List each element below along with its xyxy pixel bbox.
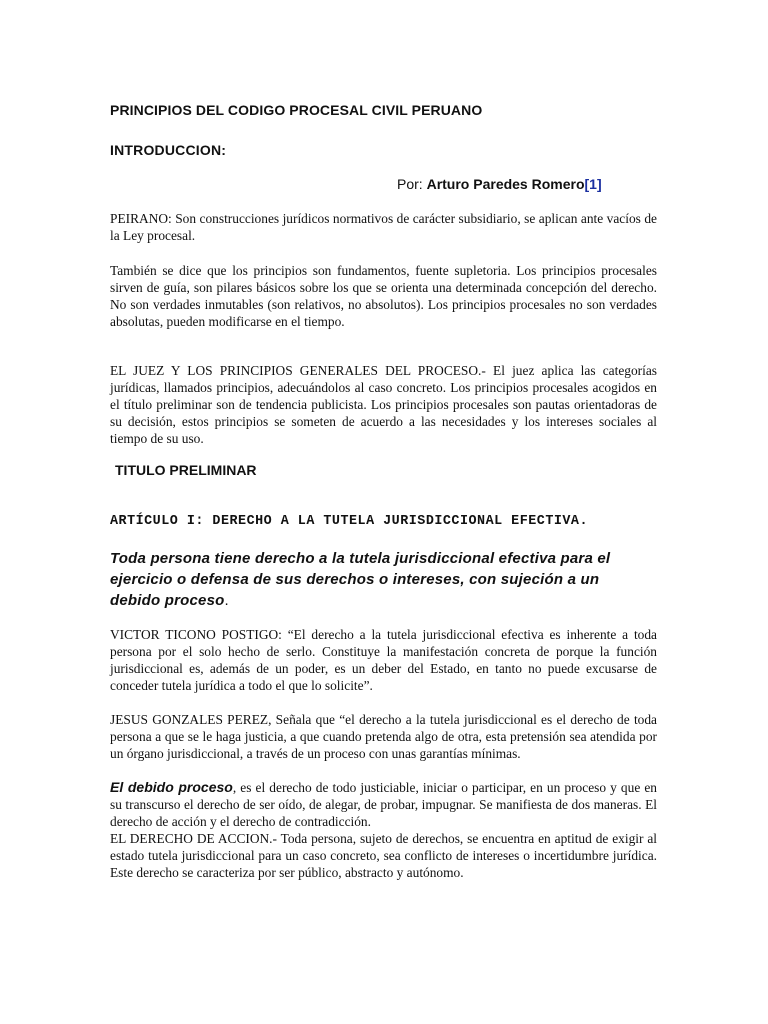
articulo-i-heading: ARTÍCULO I: DERECHO A LA TUTELA JURISDICCIONAL EFECTIVA. bbox=[110, 514, 588, 529]
debido-proceso-lead: El debido proceso bbox=[110, 779, 233, 795]
articulo-i-period: . bbox=[224, 592, 229, 609]
articulo-i-text bbox=[110, 548, 650, 611]
paragraph-debido-proceso bbox=[110, 779, 657, 830]
author-line bbox=[397, 176, 602, 192]
paragraph-gonzales: JESUS GONZALES PEREZ, Señala que “el derecho a la tutela jurisdiccional es el derecho de toda persona a que se le haga justicia, a que cuando pretenda algo de otra, esta pretensión sea atendida por un órgano jurisdiccional, a través de un proceso con unas garantías mínimas. bbox=[110, 712, 657, 761]
intro-heading: INTRODUCCION: bbox=[110, 142, 227, 158]
paragraph-tambien: También se dice que los principios son fundamentos, fuente supletoria. Los principios procesales sirven de guía, son pilares básicos sobre los que se orienta una determinada concepción del derecho. No son verdades inmutables (son relativos, no absolutos). Los principios procesales no son verdades absolutas, pueden modificarse en el tiempo. bbox=[110, 263, 657, 329]
author-name: Arturo Paredes Romero bbox=[426, 176, 585, 192]
footnote-link[interactable]: [1] bbox=[584, 176, 602, 192]
paragraph-peirano: PEIRANO: Son construcciones jurídicos normativos de carácter subsidiario, se aplican ante vacíos de la Ley procesal. bbox=[110, 211, 657, 243]
titulo-preliminar-heading: TITULO PRELIMINAR bbox=[115, 462, 257, 478]
debido-proceso-rest: , es el derecho de todo justiciable, iniciar o participar, en un proceso y que en su transcurso el derecho de ser oído, de alegar, de probar, impugnar. Se manifiesta de dos maneras. El derecho de acción y el derecho de contradicción. bbox=[110, 780, 657, 829]
author-prefix: Por: bbox=[397, 176, 427, 192]
document-title: PRINCIPIOS DEL CODIGO PROCESAL CIVIL PERUANO bbox=[110, 102, 483, 118]
paragraph-ticono: VICTOR TICONO POSTIGO: “El derecho a la tutela jurisdiccional efectiva es inherente a toda persona por el solo hecho de serlo. Constituye la manifestación concreta de porque la función jurisdiccional es, además de un poder, es un deber del Estado, en tanto no puede excusarse de conceder tutela jurídica a todo el que lo solicite”. bbox=[110, 627, 657, 693]
paragraph-accion: EL DERECHO DE ACCION.- Toda persona, sujeto de derechos, se encuentra en aptitud de exigir al estado tutela jurisdiccional para un caso concreto, sea conflicto de intereses o incertidumbre jurídica. Este derecho se caracteriza por ser público, abstracto y autónomo. bbox=[110, 831, 657, 880]
articulo-i-body: Toda persona tiene derecho a la tutela jurisdiccional efectiva para el ejercicio o defensa de sus derechos o intereses, con sujeción a un debido proceso bbox=[110, 550, 611, 609]
paragraph-juez: EL JUEZ Y LOS PRINCIPIOS GENERALES DEL PROCESO.- El juez aplica las categorías jurídicas, llamados principios, adecuándolos al caso concreto. Los principios procesales acogidos en el título preliminar son de tendencia publicista. Los principios procesales son pautas orientadoras de su decisión, estos principios se someten de acuerdo a las necesidades y los intereses sociales al tiempo de su uso. bbox=[110, 363, 657, 446]
